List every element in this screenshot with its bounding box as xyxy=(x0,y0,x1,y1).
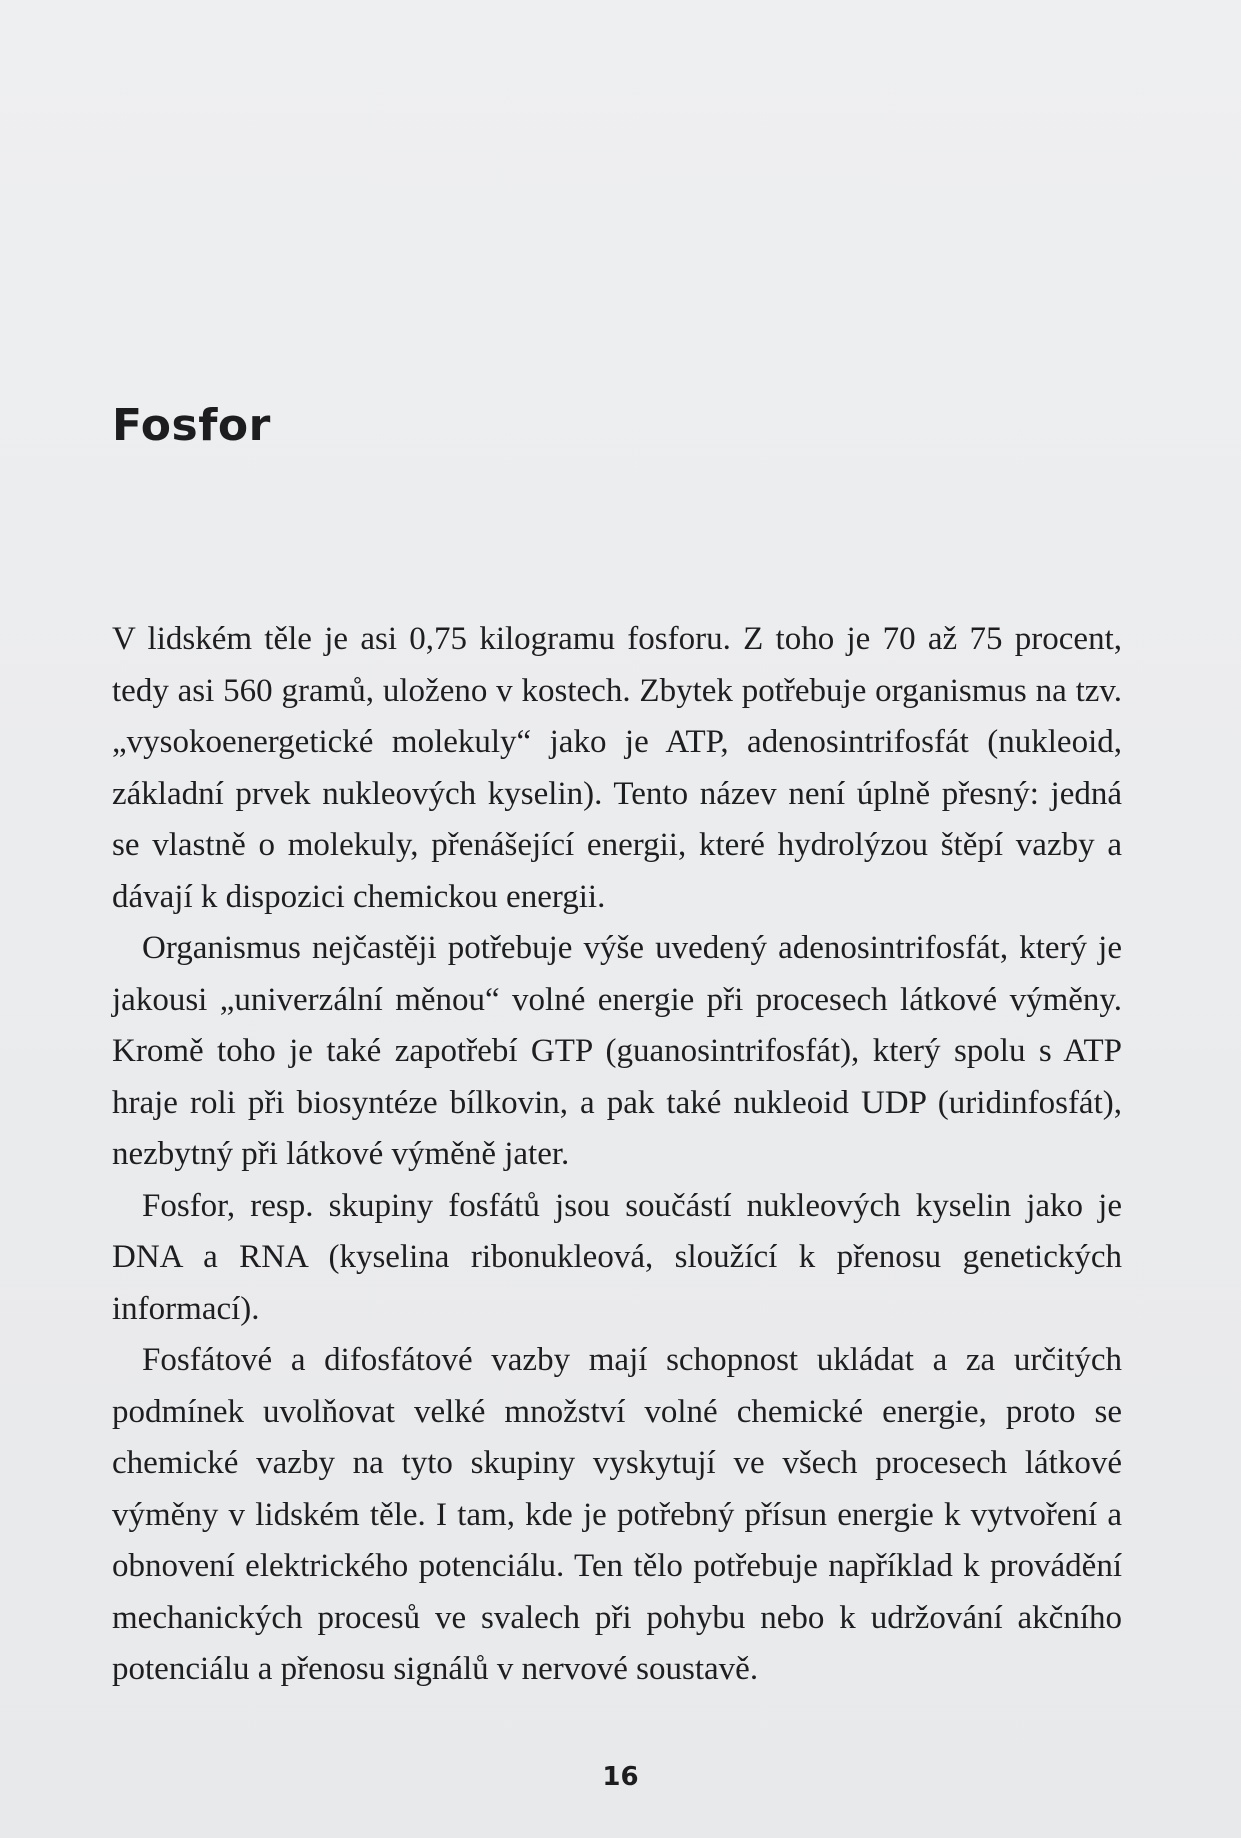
paragraph-1: V lidském těle je asi 0,75 kilogramu fosforu. Z toho je 70 až 75 procent, tedy asi 560 gramů, uloženo v kostech. Zbytek potřebuje organismus na tzv. „vysokoenergetické molekuly“ jako je ATP, adenosintrifosfát (nukleoid, základní prvek nukleových kyselin). Tento název není úplně přesný: jedná se vlastně o molekuly, přenášející energii, které hydrolýzou štěpí vazby a dávají k dispozici chemickou energii. xyxy=(112,621,1122,915)
chapter-heading: Fosfor xyxy=(112,400,271,451)
paragraph-4: Fosfátové a difosfátové vazby mají schopnost ukládat a za určitých podmínek uvolňovat velké množství volné chemické energie, proto se chemické vazby na tyto skupiny vyskytují ve všech procesech látkové výměny v lidském těle. I tam, kde je potřebný přísun energie k vytvoření a obnovení elektrického potenciálu. Ten tělo potřebuje například k provádění mechanických procesů ve svalech při pohybu nebo k udržování akčního potenciálu a přenosu signálů v nervové soustavě. xyxy=(112,1342,1122,1687)
body-text xyxy=(112,614,1122,1696)
paragraph-3: Fosfor, resp. skupiny fosfátů jsou součástí nukleových kyselin jako je DNA a RNA (kyselina ribonukleová, sloužící k přenosu genetických informací). xyxy=(112,1187,1122,1327)
page-number: 16 xyxy=(602,1762,639,1792)
paragraph-2: Organismus nejčastěji potřebuje výše uvedený adenosintrifosfát, který je jakousi „univerzální měnou“ volné energie při procesech látkové výměny. Kromě toho je také zapotřebí GTP (guanosintrifosfát), který spolu s ATP hraje roli při biosyntéze bílkovin, a pak také nukleoid UDP (uridinfosfát), nezbytný při látkové výměně jater. xyxy=(112,930,1122,1172)
